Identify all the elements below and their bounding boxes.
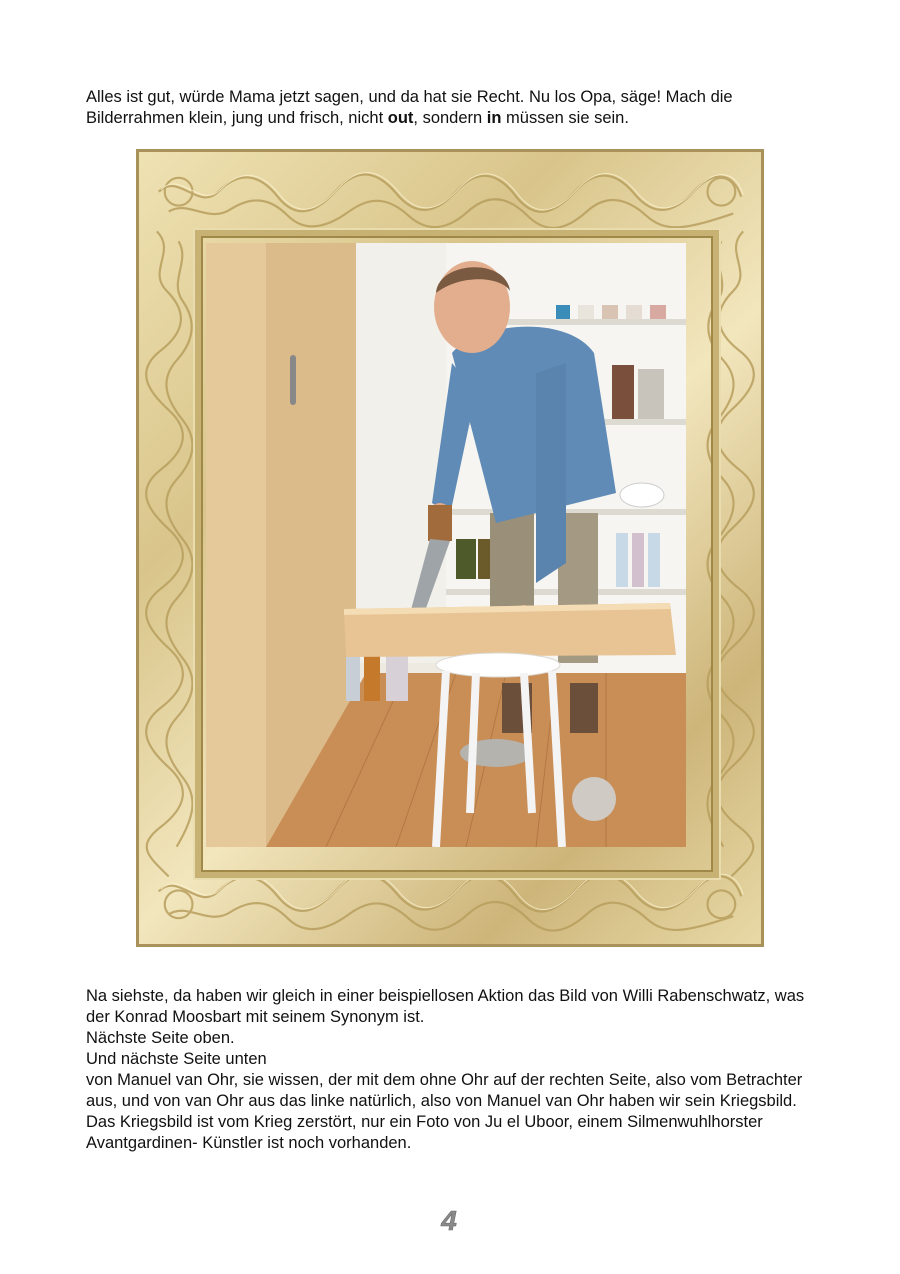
- intro-text-2: , sondern: [413, 109, 487, 127]
- story-paragraph: [86, 986, 816, 1154]
- intro-bold-out: out: [387, 109, 414, 127]
- story-line-2: Nächste Seite oben.: [86, 1029, 235, 1047]
- story-line-4: von Manuel van Ohr, sie wissen, der mit dem ohne Ohr auf der rechten Seite, also vom Betrachter aus, und von van Ohr aus das linke natürlich, also von Manuel van Ohr haben wir sein Kriegsbild. Das Kriegsbild ist vom Krieg zerstört, nur ein Foto von Ju el Uboor, einem Silmenwuhlhorster Avantgardinen- Künstler ist noch vorhanden.: [86, 1071, 803, 1152]
- story-line-3: Und nächste Seite unten: [86, 1050, 267, 1068]
- intro-text-1: Alles ist gut, würde Mama jetzt sagen, und da hat sie Recht. Nu los Opa, säge! Mach die Bilderrahmen klein, jung und frisch, nicht: [86, 88, 733, 127]
- intro-bold-in: in: [486, 109, 502, 127]
- photo-man-sawing-board: [206, 243, 686, 847]
- intro-text-3: müssen sie sein.: [501, 109, 629, 127]
- page-number: [436, 1203, 462, 1237]
- page-number-text: 4: [441, 1205, 457, 1236]
- intro-paragraph: [86, 87, 816, 129]
- story-line-1: Na siehste, da haben wir gleich in einer beispiellosen Aktion das Bild von Willi Rabenschwatz, was der Konrad Moosbart mit seinem Synonym ist.: [86, 987, 805, 1026]
